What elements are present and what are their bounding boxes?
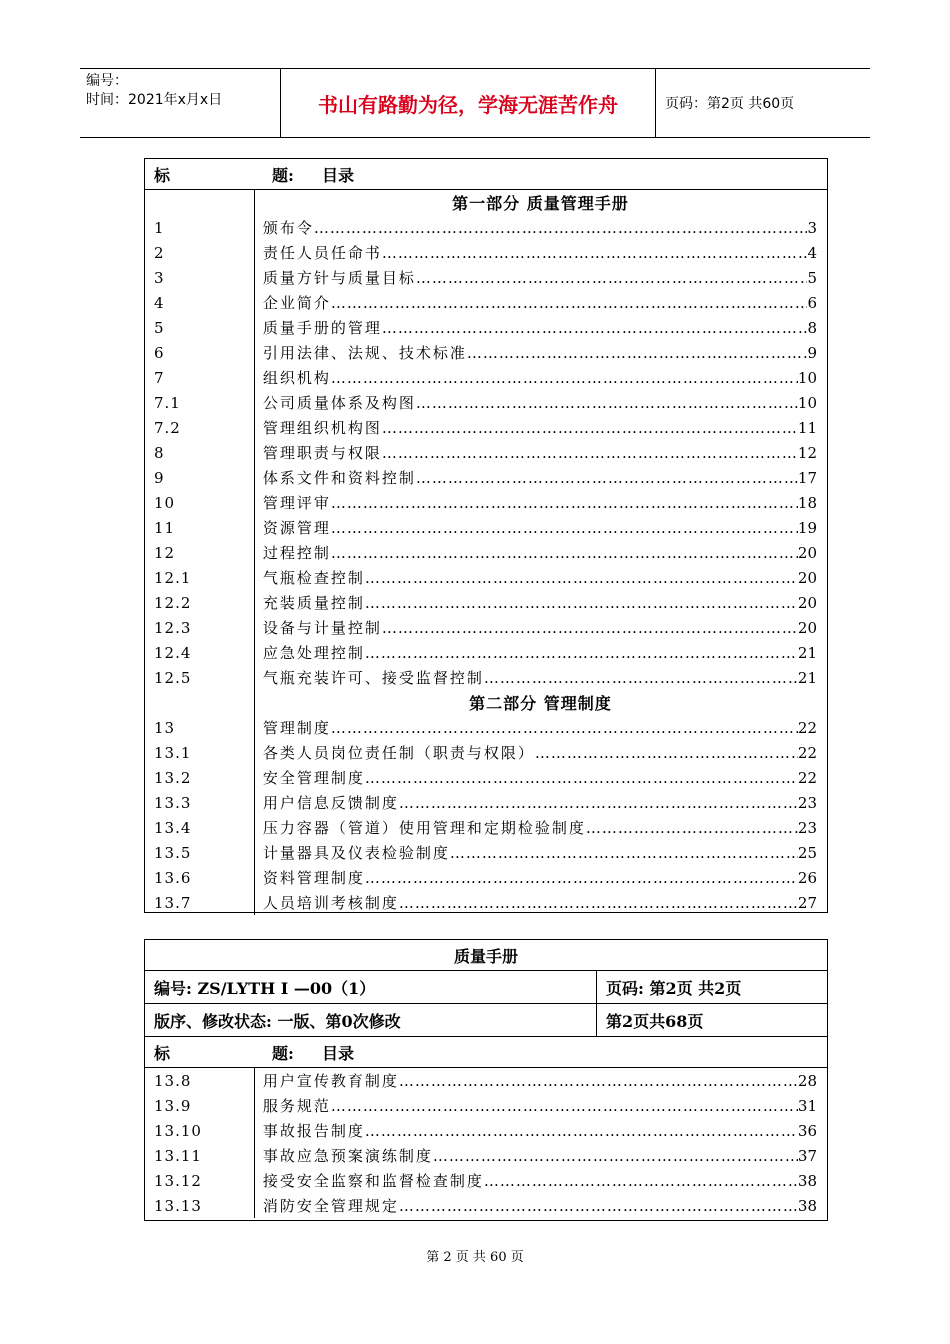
code-label: 编号：	[86, 73, 128, 89]
entry-number: 12.5	[154, 668, 192, 687]
entry-line	[254, 417, 827, 438]
entry-line	[254, 442, 827, 463]
toc-entry	[145, 715, 827, 740]
part-2-title: 第二部分 管理制度	[469, 694, 612, 713]
entry-title: 设备与计量控制	[262, 619, 382, 637]
dot-leader	[399, 794, 798, 812]
toc-table	[144, 158, 828, 913]
entry-page: 20	[797, 594, 817, 612]
title-value: 目录	[322, 1043, 355, 1063]
entry-line	[254, 792, 827, 813]
entry-line	[254, 892, 827, 913]
manual-version-row	[145, 1004, 827, 1037]
entry-line	[254, 367, 827, 388]
entry-page: 3	[807, 219, 817, 237]
entry-number: 13.8	[154, 1071, 192, 1090]
dot-leader	[399, 894, 798, 912]
dot-leader	[382, 419, 798, 437]
entry-number: 9	[154, 468, 165, 487]
toc-entry	[145, 1143, 827, 1168]
entry-title: 管理职责与权限	[262, 444, 382, 462]
dot-leader	[416, 469, 798, 487]
entry-page: 38	[797, 1172, 817, 1190]
toc-entry	[145, 640, 827, 665]
entry-line	[254, 617, 827, 638]
entry-number: 7	[154, 368, 165, 387]
entry-line	[254, 642, 827, 663]
entry-number: 13.11	[154, 1146, 202, 1165]
entry-title: 公司质量体系及构图	[262, 394, 416, 412]
dot-leader	[535, 744, 798, 762]
toc-entry	[145, 1068, 827, 1093]
entry-page: 37	[797, 1147, 817, 1165]
entry-number: 11	[154, 518, 176, 537]
entry-page: 8	[807, 319, 817, 337]
title-label: 标	[154, 1043, 171, 1063]
entry-number: 12.3	[154, 618, 192, 637]
entry-page: 23	[797, 794, 817, 812]
entry-title: 企业简介	[262, 294, 331, 312]
entry-title: 资源管理	[262, 519, 331, 537]
entry-line	[254, 467, 827, 488]
toc-entry	[145, 540, 827, 565]
entry-page: 27	[797, 894, 817, 912]
entry-number: 12.4	[154, 643, 192, 662]
toc-entry	[145, 590, 827, 615]
entry-line	[254, 1070, 827, 1091]
manual-title-row	[145, 1037, 827, 1068]
entry-number: 13.9	[154, 1096, 192, 1115]
toc-entry	[145, 615, 827, 640]
entry-number: 13.5	[154, 843, 192, 862]
dot-leader	[314, 219, 808, 237]
entry-number: 12.2	[154, 593, 192, 612]
dot-leader	[331, 494, 798, 512]
dot-leader	[365, 644, 798, 662]
entry-line	[254, 567, 827, 588]
entry-number: 13.10	[154, 1121, 202, 1140]
entry-title: 过程控制	[262, 544, 331, 562]
entry-number: 10	[154, 493, 176, 512]
entry-line	[254, 1170, 827, 1191]
toc-entry	[145, 415, 827, 440]
entry-line	[254, 842, 827, 863]
entry-number: 5	[154, 318, 165, 337]
entry-page: 31	[797, 1097, 817, 1115]
entry-title: 责任人员任命书	[262, 244, 382, 262]
manual-page-total: 第2页共68页	[606, 1011, 704, 1031]
entry-page: 17	[797, 469, 817, 487]
manual-heading-row	[145, 940, 827, 971]
entry-page: 38	[797, 1197, 817, 1215]
entry-title: 事故报告制度	[262, 1122, 365, 1140]
date-text: 时间：2021年x月x日	[86, 92, 223, 108]
entry-page: 21	[797, 644, 817, 662]
entry-number: 13.2	[154, 768, 192, 787]
dot-leader	[399, 1197, 798, 1215]
dot-leader	[382, 319, 808, 337]
entry-line	[254, 292, 827, 313]
page-header	[80, 68, 870, 138]
dot-leader	[416, 394, 798, 412]
entry-title: 充装质量控制	[262, 594, 365, 612]
entry-number: 13.4	[154, 818, 192, 837]
entry-line	[254, 717, 827, 738]
entry-line	[254, 592, 827, 613]
entry-page: 22	[797, 719, 817, 737]
dot-leader	[331, 519, 798, 537]
entry-line	[254, 1120, 827, 1141]
entry-page: 20	[797, 544, 817, 562]
header-page-info: 页码：第2页 共60页	[665, 96, 795, 112]
entry-page: 23	[797, 819, 817, 837]
entry-page: 4	[807, 244, 817, 262]
quality-manual-table	[144, 939, 828, 1221]
toc-entry	[145, 1093, 827, 1118]
entry-line	[254, 542, 827, 563]
toc-entry	[145, 765, 827, 790]
entry-page: 6	[807, 294, 817, 312]
entry-number: 13.12	[154, 1171, 202, 1190]
entry-title: 消防安全管理规定	[262, 1197, 399, 1215]
toc-entry	[145, 490, 827, 515]
dot-leader	[365, 1122, 798, 1140]
toc-entry	[145, 440, 827, 465]
entry-page: 26	[797, 869, 817, 887]
entry-title: 压力容器（管道）使用管理和定期检验制度	[262, 819, 586, 837]
toc-body	[145, 190, 827, 915]
entry-title: 体系文件和资料控制	[262, 469, 416, 487]
manual-code: 编号: ZS/LYTH I —00（1）	[145, 971, 597, 1003]
entry-line	[254, 517, 827, 538]
entry-title: 引用法律、法规、技术标准	[262, 344, 467, 362]
dot-leader	[484, 669, 798, 687]
toc-entry	[145, 315, 827, 340]
entry-line	[254, 1195, 827, 1216]
entry-number: 13.3	[154, 793, 192, 812]
motto: 书山有路勤为径，学海无涯苦作舟	[280, 69, 656, 137]
entry-line	[254, 492, 827, 513]
entry-line	[254, 267, 827, 288]
entry-number: 12	[154, 543, 176, 562]
entry-line	[254, 392, 827, 413]
toc-entry	[145, 265, 827, 290]
entry-title: 组织机构	[262, 369, 331, 387]
toc-entry	[145, 565, 827, 590]
entry-title: 人员培训考核制度	[262, 894, 399, 912]
dot-leader	[433, 1147, 798, 1165]
entry-page: 36	[797, 1122, 817, 1140]
entry-line	[254, 317, 827, 338]
toc-entry	[145, 465, 827, 490]
entry-line	[254, 667, 827, 688]
entry-page: 22	[797, 744, 817, 762]
entry-page: 21	[797, 669, 817, 687]
dot-leader	[365, 869, 798, 887]
entry-page: 10	[797, 394, 817, 412]
entry-page: 19	[797, 519, 817, 537]
toc-entry	[145, 240, 827, 265]
manual-code-row	[145, 971, 827, 1004]
dot-leader	[416, 269, 808, 287]
entry-number: 4	[154, 293, 165, 312]
manual-page-code: 页码: 第2页 共2页	[606, 978, 742, 998]
toc-entry	[145, 890, 827, 915]
entry-title: 各类人员岗位责任制（职责与权限）	[262, 744, 535, 762]
dot-leader	[331, 294, 808, 312]
toc-entry	[145, 740, 827, 765]
entry-line	[254, 242, 827, 263]
title-label: 标	[154, 165, 171, 185]
entry-number: 6	[154, 343, 165, 362]
toc-entry	[145, 290, 827, 315]
dot-leader	[331, 369, 798, 387]
entry-title: 管理制度	[262, 719, 331, 737]
entry-line	[254, 1095, 827, 1116]
entry-title: 颁布令	[262, 219, 314, 237]
entry-page: 5	[807, 269, 817, 287]
dot-leader	[484, 1172, 798, 1190]
dot-leader	[467, 344, 808, 362]
entry-title: 气瓶检查控制	[262, 569, 365, 587]
entry-line	[254, 767, 827, 788]
entry-page: 18	[797, 494, 817, 512]
entry-page: 9	[807, 344, 817, 362]
entry-title: 用户信息反馈制度	[262, 794, 399, 812]
manual-version: 版序、修改状态: 一版、第0次修改	[145, 1004, 597, 1036]
dot-leader	[331, 544, 798, 562]
toc-entry	[145, 365, 827, 390]
toc-entry	[145, 665, 827, 690]
entry-title: 服务规范	[262, 1097, 331, 1115]
entry-page: 12	[797, 444, 817, 462]
entry-number: 8	[154, 443, 165, 462]
title-value: 目录	[322, 165, 355, 185]
toc-entry	[145, 390, 827, 415]
dot-leader	[450, 844, 798, 862]
toc-entry	[145, 790, 827, 815]
dot-leader	[365, 769, 798, 787]
dot-leader	[365, 594, 798, 612]
entry-title: 接受安全监察和监督检查制度	[262, 1172, 484, 1190]
entry-number: 2	[154, 243, 165, 262]
entry-page: 28	[797, 1072, 817, 1090]
manual-heading: 质量手册	[453, 946, 518, 966]
page-footer: 第 2 页 共 60 页	[426, 1250, 524, 1265]
toc-entry	[145, 840, 827, 865]
entry-page: 20	[797, 619, 817, 637]
title-label-2: 题:	[272, 1043, 294, 1063]
dot-leader	[382, 244, 808, 262]
entry-title: 计量器具及仪表检验制度	[262, 844, 450, 862]
entry-number: 7.1	[154, 393, 181, 412]
entry-number: 1	[154, 218, 165, 237]
dot-leader	[399, 1072, 798, 1090]
dot-leader	[586, 819, 798, 837]
dot-leader	[331, 1097, 798, 1115]
toc-entry	[145, 515, 827, 540]
entry-title: 气瓶充装许可、接受监督控制	[262, 669, 484, 687]
manual-body	[145, 1068, 827, 1218]
entry-number: 12.1	[154, 568, 192, 587]
dot-leader	[365, 569, 798, 587]
entry-title: 事故应急预案演练制度	[262, 1147, 433, 1165]
entry-title: 质量手册的管理	[262, 319, 382, 337]
entry-number: 13	[154, 718, 176, 737]
entry-number: 7.2	[154, 418, 181, 437]
entry-title: 应急处理控制	[262, 644, 365, 662]
part-heading-1	[145, 190, 827, 215]
entry-line	[254, 867, 827, 888]
entry-number: 13.1	[154, 743, 192, 762]
toc-title-row	[145, 159, 827, 190]
dot-leader	[331, 719, 798, 737]
entry-title: 资料管理制度	[262, 869, 365, 887]
part-heading-2	[145, 690, 827, 715]
entry-line	[254, 817, 827, 838]
toc-entry	[145, 1168, 827, 1193]
entry-line	[254, 1145, 827, 1166]
entry-title: 安全管理制度	[262, 769, 365, 787]
dot-leader	[382, 444, 798, 462]
entry-page: 22	[797, 769, 817, 787]
entry-number: 3	[154, 268, 165, 287]
title-label-2: 题:	[272, 165, 294, 185]
entry-title: 用户宣传教育制度	[262, 1072, 399, 1090]
header-meta	[80, 69, 280, 137]
entry-page: 20	[797, 569, 817, 587]
entry-title: 管理评审	[262, 494, 331, 512]
entry-line	[254, 342, 827, 363]
entry-line	[254, 742, 827, 763]
dot-leader	[382, 619, 798, 637]
toc-entry	[145, 215, 827, 240]
entry-number: 13.6	[154, 868, 192, 887]
entry-page: 11	[797, 419, 817, 437]
toc-entry	[145, 1118, 827, 1143]
toc-entry	[145, 1193, 827, 1218]
part-1-title: 第一部分 质量管理手册	[452, 194, 629, 213]
entry-title: 管理组织机构图	[262, 419, 382, 437]
toc-entry	[145, 815, 827, 840]
entry-line	[254, 217, 827, 238]
entry-number: 13.7	[154, 893, 192, 912]
entry-page: 25	[797, 844, 817, 862]
toc-entry	[145, 865, 827, 890]
entry-title: 质量方针与质量目标	[262, 269, 416, 287]
entry-page: 10	[797, 369, 817, 387]
entry-number: 13.13	[154, 1196, 202, 1215]
toc-entry	[145, 340, 827, 365]
